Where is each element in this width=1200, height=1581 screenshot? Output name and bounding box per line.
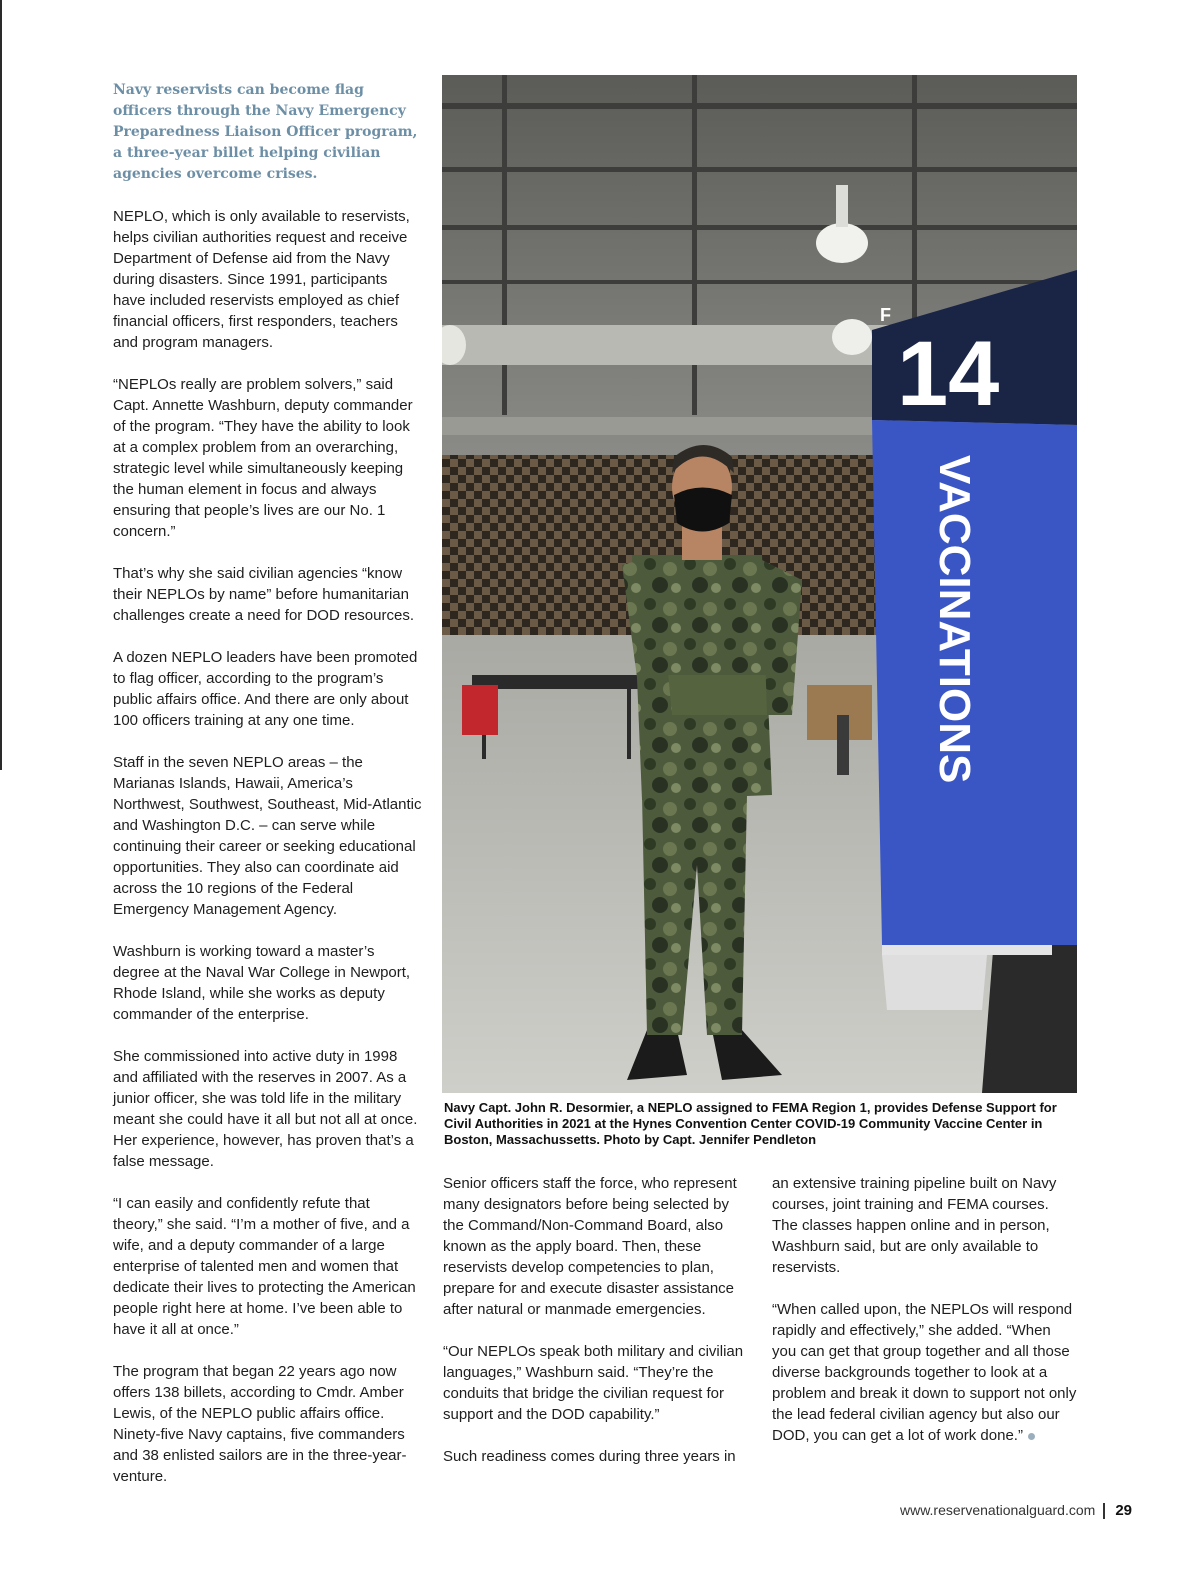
right-paragraph-2 [772, 1299, 1077, 1446]
left-paragraph-1: NEPLO, which is only available to reservists, helps civilian authorities request and receive Department of Defense aid from the Navy during disasters. Since 1991, participants have included reservists employed as chief financial officers, first responders, teachers and program managers. [113, 208, 410, 351]
banner-number: 14 [897, 323, 1000, 425]
left-paragraph-7: She commissioned into active duty in 1998 and affiliated with the reserves in 2007. As a junior officer, she was told life in the military meant she could have it all but not all at once. Her experience, however, has proven that’s a false message. [113, 1048, 418, 1170]
right-column [772, 1173, 1077, 1467]
intro-deck: Navy reservists can become flag officers through the Navy Emergency Preparedness Liaison Officer program, a three-year billet helping civilian agencies overcome crises. [113, 82, 418, 182]
photo-caption: Navy Capt. John R. Desormier, a NEPLO assigned to FEMA Region 1, provides Defense Support for Civil Authorities in 2021 at the Hynes Convention Center COVID-19 Community Vaccine Center in Boston, Massachussetts. Photo by Capt. Jennifer Pendleton [444, 1100, 1057, 1147]
page-footer [900, 1502, 1132, 1519]
footer-divider [1103, 1503, 1105, 1519]
mid-paragraph-2: “Our NEPLOs speak both military and civilian languages,” Washburn said. “They’re the conduits that bridge the civilian request for support and the DOD capability.” [443, 1343, 744, 1423]
left-paragraph-9: The program that began 22 years ago now offers 138 billets, according to Cmdr. Amber Lewis, of the NEPLO public affairs office. Ninety-five Navy captains, five commanders and 38 enlisted sailors are in the three-year-venture. [113, 1363, 407, 1485]
left-paragraph-8: “I can easily and confidently refute that theory,” she said. “I’m a mother of five, and a wife, and a deputy commander of a large enterprise of talented men and women that dedicate their lives to protecting the American people right here at home. I’ve been able to have it all at once.” [113, 1195, 416, 1338]
footer-url[interactable]: www.reservenationalguard.com [899, 1502, 1096, 1518]
page-edge-rule [0, 0, 2, 770]
right-paragraph-2-text: “When called upon, the NEPLOs will respond rapidly and effectively,” she added. “When you can get that group together and all those diverse backgrounds together to look at a problem and break it down to support not only the lead federal civilian agency but also our DOD, you can get a lot of work done.” [772, 1301, 1077, 1444]
vaccination-banner [872, 270, 1077, 1010]
mid-paragraph-3: Such readiness comes during three years in [443, 1448, 736, 1465]
left-paragraph-6: Washburn is working toward a master’s degree at the Naval War College in Newport, Rhode Island, while she works as deputy commander of the enterprise. [113, 943, 411, 1023]
right-paragraph-1: an extensive training pipeline built on Navy courses, joint training and FEMA courses. The classes happen online and in person, Washburn said, but are only available to reservists. [772, 1175, 1057, 1276]
page-number: 29 [1115, 1502, 1132, 1519]
left-paragraph-4: A dozen NEPLO leaders have been promoted to flag officer, according to the program’s public affairs office. And there are only about 100 officers training at any one time. [113, 649, 418, 729]
left-paragraph-5: Staff in the seven NEPLO areas – the Marianas Islands, Hawaii, America’s Northwest, Southwest, Southeast, Mid-Atlantic and Washington D.C. – can serve while continuing their career or seeking educational opportunities. They also can coordinate aid across the 10 regions of the Federal Emergency Management Agency. [113, 754, 422, 918]
left-column [113, 80, 423, 1508]
left-paragraph-3: That’s why she said civilian agencies “know their NEPLOs by name” before humanitarian challenges create a need for DOD resources. [113, 565, 414, 624]
banner-word: VACCINATIONS [930, 455, 979, 784]
middle-column [443, 1173, 748, 1488]
banner-letter: F [880, 305, 891, 325]
mid-paragraph-1: Senior officers staff the force, who represent many designators before being selected by the Command/Non-Command Board, also known as the apply board. Then, these reservists develop competencies to plan, prepare for and execute disaster assistance after natural or manmade emergencies. [443, 1175, 737, 1318]
feature-photo [442, 75, 1077, 1093]
end-mark-icon [1028, 1433, 1035, 1440]
left-paragraph-2: “NEPLOs really are problem solvers,” said Capt. Annette Washburn, deputy commander of the program. “They have the ability to look at a complex problem from an overarching, strategic level while simultaneously keeping the human element in focus and always ensuring that people’s lives are our No. 1 concern.” [113, 376, 413, 540]
